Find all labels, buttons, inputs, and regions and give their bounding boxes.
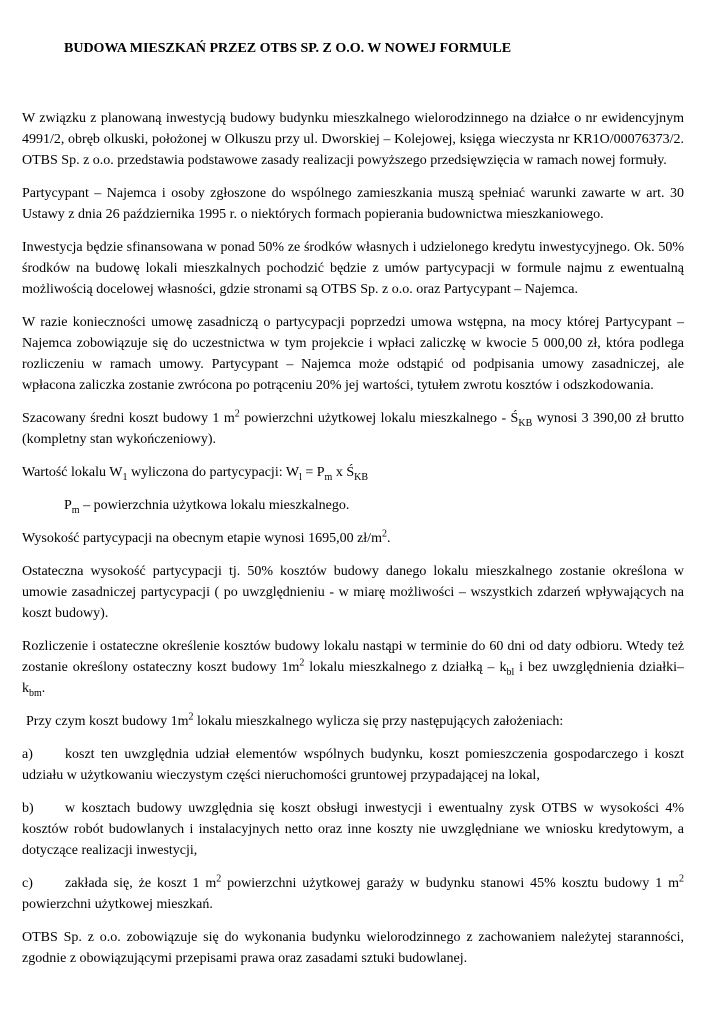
paragraph-unit-value-formula: Wartość lokalu $W_1$ wyliczona do partycypacji: $W_l = P_m$ x $Ś_{KB}$ (22, 465, 369, 483)
paragraph-final-participation: Ostateczna wysokość partycypacji tj. 50% kosztów budowy danego lokalu mieszkalnego zostanie określona w umowie zasadniczej partycypacji ( po uwzględnieniu - w miarę możliwości – wszystkich zdarzeń wpływających na koszt budowy). (22, 564, 684, 621)
paragraph-participant-conditions: Partycypant – Najemca i osoby zgłoszone do wspólnego zamieszkania muszą spełniać warunki zawarte w art. 30 Ustawy z dnia 26 października 1995 r. o niektórych formach popierania budownictwa mieszkaniowego. (22, 186, 684, 222)
document-body (22, 108, 684, 981)
paragraph-obligation: OTBS Sp. z o.o. zobowiązuje się do wykonania budynku wielorodzinnego z zachowaniem należytej staranności, zgodnie z obowiązującymi przepisami prawa oraz zasadami sztuki budowlanej. (22, 930, 684, 966)
paragraph-investment-intro: W związku z planowaną inwestycją budowy budynku mieszkalnego wielorodzinnego na działce o nr ewidencyjnym 4991/2, obręb olkuski, położonej w Olkuszu przy ul. Dworskiej – Kolejowej, księga wieczysta nr KR1O/00076373/2. OTBS Sp. z o.o. przedstawia podstawowe zasady realizacji powyższego przedsięwzięcia w ramach nowej formuły. (22, 111, 684, 168)
list-item-a: a) koszt ten uwzględnia udział elementów wspólnych budynku, koszt pomieszczenia gospodarczego i koszt udziału w użytkowaniu wieczystym części nieruchomości gruntowej przypadającej na lokal, (22, 744, 684, 786)
paragraph-cost-assumptions: Przy czym koszt budowy $1m^2$ lokalu mieszkalnego wylicza się przy następujących założeniach: (26, 711, 564, 729)
paragraph-estimated-cost: Szacowany średni koszt budowy 1 $m^2$ powierzchni użytkowej lokalu mieszkalnego - $Ś_{KB}$ wynosi 3 390,00 zł brutto (kompletny stan wykończeniowy). (22, 408, 684, 447)
document-title: BUDOWA MIESZKAŃ PRZEZ OTBS SP. Z O.O. W NOWEJ FORMULE (64, 41, 512, 56)
paragraph-preliminary-agreement: W razie konieczności umowę zasadniczą o partycypacji poprzedzi umowa wstępna, na mocy której Partycypant – Najemca zobowiązuje się do uczestnictwa w tym projekcie i wpłaci zaliczkę w kwocie 5 000,00 zł, która podlega rozliczeniu w ramach umowy. Partycypant – Najemca może odstąpić od podpisania umowy zasadniczej, ale wpłacona zaliczka zostanie zwrócona po potrąceniu 20% jej wartości, tytułem zwrotu kosztów i odszkodowania. (22, 315, 684, 393)
list-marker-a: a) (22, 747, 33, 762)
paragraph-financing: Inwestycja będzie sfinansowana w ponad 50% ze środków własnych i udzielonego kredytu inwestycyjnego. Ok. 50% środków na budowę lokali mieszkalnych pochodzić będzie z umów partycypacji w formule najmu z ewentualną możliwością docelowej własności, gdzie stronami są OTBS Sp. z o.o. oraz Partycypant – Najemca. (22, 240, 684, 297)
list-marker-c: c) (22, 876, 33, 891)
list-item-b: b) w kosztach budowy uwzględnia się koszt obsługi inwestycji i ewentualny zysk OTBS w wysokości 4% kosztów robót budowlanych i instalacyjnych netto oraz inne koszty nie uwzględniane we wniosku kredytowym, a dotyczące realizacji inwestycji, (22, 798, 684, 861)
list-marker-b: b) (22, 801, 34, 816)
paragraph-participation-amount: Wysokość partycypacji na obecnym etapie wynosi 1695,00 $zł/m^2$. (22, 528, 391, 546)
paragraph-settlement: Rozliczenie i ostateczne określenie kosztów budowy lokalu nastąpi w terminie do 60 dni od daty odbioru. Wtedy też zostanie określony ostateczny koszt budowy $1m^2$ lokalu mieszkalnego z działką – $k_{bl}$ i bez uwzględnienia działki– $k_{bm}$. (22, 639, 684, 699)
paragraph-formula-legend: $P_m$ – powierzchnia użytkowa lokalu mieszkalnego. (64, 498, 350, 516)
list-item-c: c) zakłada się, że koszt 1 $m^2$ powierzchni użytkowej garaży w budynku stanowi 45% kosztu budowy 1 $m^2$ powierzchni użytkowej mieszkań. (22, 873, 684, 912)
